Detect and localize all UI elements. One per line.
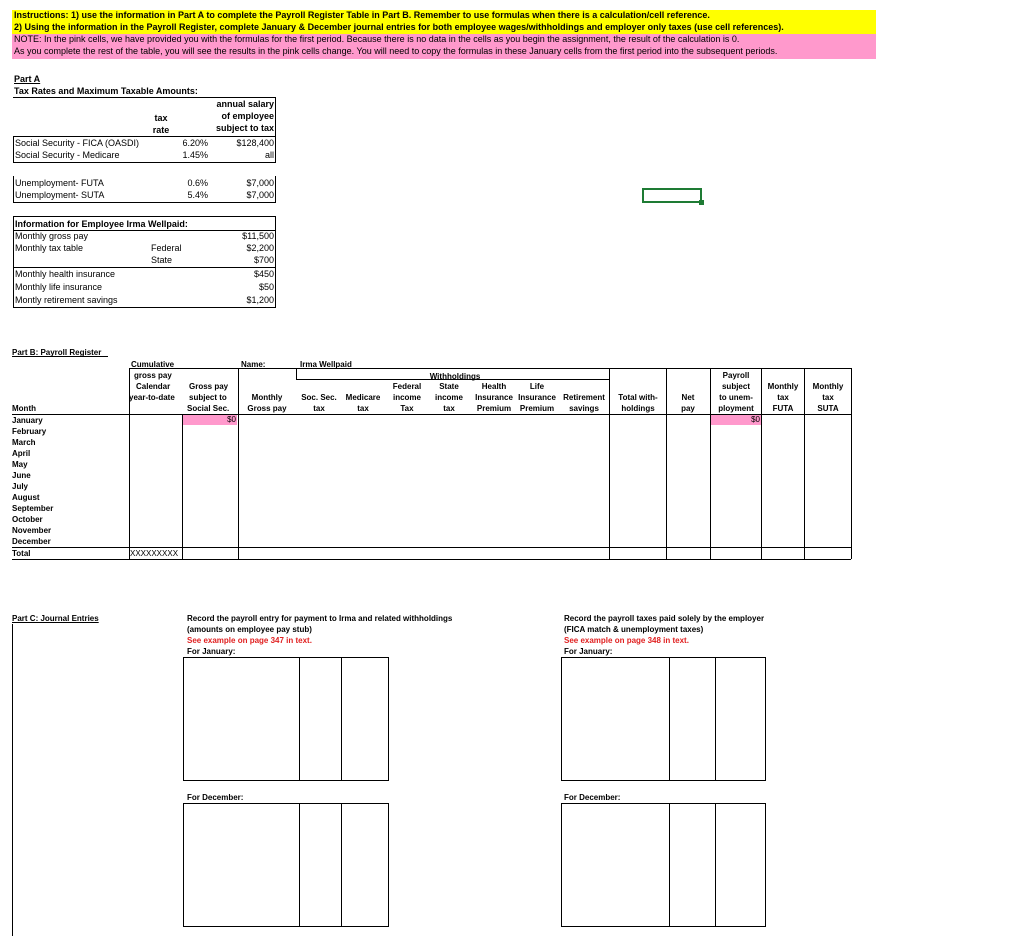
hdr-suta-2: tax bbox=[822, 393, 834, 402]
suta-label: Unemployment- SUTA bbox=[15, 190, 105, 200]
hdr-gross-ss-3: Social Sec. bbox=[187, 404, 230, 413]
futa-label: Unemployment- FUTA bbox=[15, 178, 104, 188]
hdr-health-3: Premium bbox=[476, 404, 512, 413]
hdr-total-with-2: holdings bbox=[621, 404, 655, 413]
col-subject-to-tax: subject to tax bbox=[215, 123, 274, 133]
month-header: Month bbox=[12, 404, 36, 413]
month-april: April bbox=[12, 449, 31, 458]
hdr-cumulative-2: gross pay bbox=[134, 371, 172, 380]
right-instr-example: See example on page 348 in text. bbox=[564, 636, 689, 645]
part-c-title: Part C: Journal Entries bbox=[12, 614, 99, 623]
health-insurance-label: Monthly health insurance bbox=[15, 269, 116, 279]
left-instr-2: (amounts on employee pay stub) bbox=[187, 625, 312, 634]
hdr-health-2: Insurance bbox=[475, 393, 513, 402]
hdr-payroll-unemp-3: to unem- bbox=[719, 393, 753, 402]
right-instr-2: (FICA match & unemployment taxes) bbox=[564, 625, 704, 634]
gross-pay-label: Monthly gross pay bbox=[15, 231, 89, 241]
month-august: August bbox=[12, 493, 40, 502]
left-instr-example: See example on page 347 in text. bbox=[187, 636, 312, 645]
hdr-state-3: tax bbox=[443, 404, 455, 413]
federal-tax-value: $2,200 bbox=[246, 243, 274, 253]
hdr-federal-1: Federal bbox=[392, 382, 422, 391]
hdr-cumulative-3: Calendar bbox=[136, 382, 171, 391]
gross-pay-value: $11,500 bbox=[242, 231, 274, 241]
col-tax: tax bbox=[154, 113, 168, 123]
hdr-suta-3: SUTA bbox=[817, 404, 839, 413]
hdr-suta-1: Monthly bbox=[812, 382, 844, 391]
instruction-line-2: 2) Using the information in the Payroll Register, complete January & December journal entries for both employee wages/withholdings and employer only taxes (use cell references). bbox=[12, 22, 876, 34]
hdr-futa-1: Monthly bbox=[767, 382, 799, 391]
hdr-life-1: Life bbox=[529, 382, 545, 391]
hdr-monthly-gross-2: Gross pay bbox=[247, 404, 287, 413]
retirement-value: $1,200 bbox=[246, 295, 274, 305]
col-rate: rate bbox=[152, 125, 170, 135]
part-a-subtitle: Tax Rates and Maximum Taxable Amounts: bbox=[14, 86, 198, 96]
hdr-net-1: Net bbox=[681, 393, 695, 402]
medicare-max: all bbox=[264, 150, 274, 160]
hdr-soc-sec-tax: tax bbox=[313, 404, 325, 413]
pink-cell-payroll-unemp[interactable]: $0 bbox=[751, 415, 760, 424]
hdr-total-with-1: Total with- bbox=[618, 393, 658, 402]
hdr-net-2: pay bbox=[681, 404, 695, 413]
hdr-monthly-gross-1: Monthly bbox=[251, 393, 283, 402]
col-annual-salary: annual salary bbox=[216, 99, 274, 109]
right-for-january: For January: bbox=[564, 647, 613, 656]
hdr-federal-2: income bbox=[392, 393, 421, 402]
left-december-journal-box[interactable] bbox=[183, 803, 389, 927]
hdr-state-2: income bbox=[434, 393, 463, 402]
futa-max: $7,000 bbox=[246, 178, 274, 188]
right-december-journal-box[interactable] bbox=[561, 803, 766, 927]
left-january-journal-box[interactable] bbox=[183, 657, 389, 781]
futa-rate: 0.6% bbox=[187, 178, 208, 188]
hdr-federal-3: Tax bbox=[400, 404, 414, 413]
month-november: November bbox=[12, 526, 52, 535]
month-february: February bbox=[12, 427, 47, 436]
hdr-retirement-2: savings bbox=[569, 404, 599, 413]
left-for-january: For January: bbox=[187, 647, 236, 656]
hdr-cumulative-1: Cumulative bbox=[131, 360, 175, 369]
month-december: December bbox=[12, 537, 51, 546]
hdr-futa-2: tax bbox=[777, 393, 789, 402]
right-january-journal-box[interactable] bbox=[561, 657, 766, 781]
month-march: March bbox=[12, 438, 36, 447]
suta-max: $7,000 bbox=[246, 190, 274, 200]
hdr-soc-sec: Soc. Sec. bbox=[301, 393, 337, 402]
employee-info-title: Information for Employee Irma Wellpaid: bbox=[15, 219, 188, 229]
life-insurance-label: Monthly life insurance bbox=[15, 282, 103, 292]
note-line-1: NOTE: In the pink cells, we have provided you with the formulas for the first period. Because there is no data in the cells as you begin the assignment, the result of the calculation is 0. bbox=[12, 34, 876, 46]
instruction-line-1: Instructions: 1) use the information in Part A to complete the Payroll Register Table in Part B. Remember to use formulas when there is a calculation/cell reference. bbox=[12, 10, 876, 22]
month-october: October bbox=[12, 515, 43, 524]
fica-oasdi-rate: 6.20% bbox=[182, 138, 208, 148]
employee-name: Irma Wellpaid bbox=[300, 360, 352, 369]
col-of-employee: of employee bbox=[221, 111, 274, 121]
hdr-life-3: Premium bbox=[519, 404, 555, 413]
month-may: May bbox=[12, 460, 28, 469]
health-insurance-value: $450 bbox=[253, 269, 274, 279]
selected-cell[interactable] bbox=[642, 188, 702, 203]
month-july: July bbox=[12, 482, 29, 491]
note-line-2: As you complete the rest of the table, you will see the results in the pink cells change. You will need to copy the formulas in these January cells from the first period into the subsequent periods. bbox=[12, 46, 876, 59]
hdr-life-2: Insurance bbox=[518, 393, 556, 402]
hdr-payroll-unemp-4: ployment bbox=[718, 404, 754, 413]
right-instr-1: Record the payroll taxes paid solely by the employer bbox=[564, 614, 765, 623]
hdr-retirement-1: Retirement bbox=[563, 393, 605, 402]
month-september: September bbox=[12, 504, 54, 513]
federal-label: Federal bbox=[151, 243, 182, 253]
hdr-payroll-unemp-2: subject bbox=[721, 382, 750, 391]
retirement-label: Montly retirement savings bbox=[15, 295, 118, 305]
tax-table-label: Monthly tax table bbox=[15, 243, 84, 253]
hdr-state-1: State bbox=[439, 382, 459, 391]
state-label: State bbox=[151, 255, 173, 265]
hdr-gross-ss-2: subject to bbox=[189, 393, 227, 402]
left-for-december: For December: bbox=[187, 793, 244, 802]
right-for-december: For December: bbox=[564, 793, 621, 802]
hdr-gross-ss-1: Gross pay bbox=[189, 382, 229, 391]
hdr-medicare: Medicare bbox=[345, 393, 381, 402]
fica-oasdi-max: $128,400 bbox=[236, 138, 274, 148]
month-june: June bbox=[12, 471, 31, 480]
life-insurance-value: $50 bbox=[258, 282, 274, 292]
fica-oasdi-label: Social Security - FICA (OASDI) bbox=[15, 138, 140, 148]
part-b-title: Part B: Payroll Register bbox=[12, 348, 102, 357]
hdr-medicare-tax: tax bbox=[357, 404, 369, 413]
hdr-payroll-unemp-1: Payroll bbox=[722, 371, 750, 380]
hdr-futa-3: FUTA bbox=[772, 404, 794, 413]
hdr-health-1: Health bbox=[481, 382, 507, 391]
total-label: Total bbox=[12, 549, 31, 558]
hdr-cumulative-4: year-to-date bbox=[129, 393, 175, 402]
state-tax-value: $700 bbox=[253, 255, 274, 265]
pink-cell-gross-ss[interactable]: $0 bbox=[227, 415, 236, 424]
month-january: January bbox=[12, 416, 43, 425]
part-a-title: Part A bbox=[14, 74, 41, 84]
suta-rate: 5.4% bbox=[187, 190, 208, 200]
total-placeholder: XXXXXXXXX bbox=[130, 549, 179, 558]
name-label: Name: bbox=[241, 360, 266, 369]
left-instr-1: Record the payroll entry for payment to Irma and related withholdings bbox=[187, 614, 453, 623]
withholdings-header: Withholdings bbox=[429, 372, 481, 381]
medicare-label: Social Security - Medicare bbox=[15, 150, 120, 160]
medicare-rate: 1.45% bbox=[182, 150, 208, 160]
